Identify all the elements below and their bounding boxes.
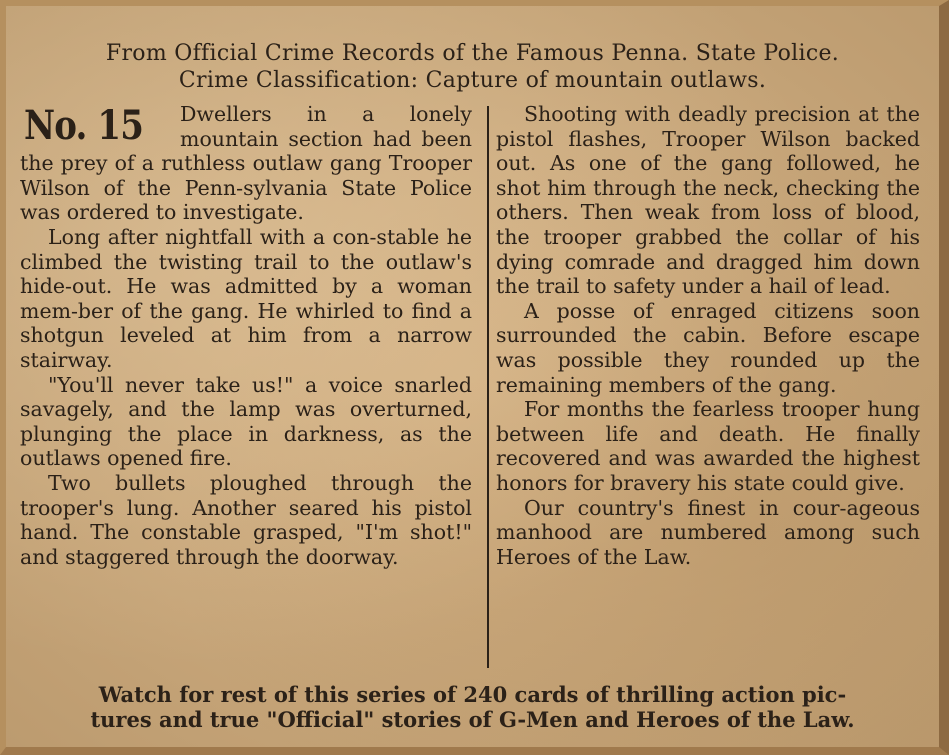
story-paragraph-2: Long after nightfall with a con-stable he climbed the twisting trail to the outlaw's hide-out. He was admitted by a woman mem-ber of the gang. He whirled to find a shotgun leveled at him from a narrow stairway. <box>20 224 472 372</box>
story-paragraph-8: Our country's finest in cour-ageous manhood are numbered among such Heroes of the Law. <box>496 495 920 569</box>
card-footer <box>6 682 939 732</box>
card-header <box>6 40 939 94</box>
footer-line-2: tures and true "Official" stories of G-Men and Heroes of the Law. <box>90 707 855 732</box>
story-paragraph-1: Dwellers in a lonely mountain section had been the prey of a ruthless outlaw gang Trooper Wilson of the Penn-sylvania State Police was ordered to investigate. <box>20 102 472 225</box>
header-classification-line: Crime Classification: Capture of mountain outlaws. <box>178 68 767 93</box>
column-divider <box>487 106 489 668</box>
story-paragraph-4: Two bullets ploughed through the trooper's lung. Another seared his pistol hand. The constable grasped, "I'm shot!" and staggered through the doorway. <box>20 470 472 569</box>
story-paragraph-6: A posse of enraged citizens soon surrounded the cabin. Before escape was possible they rounded up the remaining members of the gang. <box>496 298 920 397</box>
story-paragraph-5: Shooting with deadly precision at the pistol flashes, Trooper Wilson backed out. As one of the gang followed, he shot him through the neck, checking the others. Then weak from loss of blood, the trooper grabbed the collar of his dying comrade and dragged him down the trail to safety under a hail of lead. <box>496 102 920 299</box>
card-number: No. 15 <box>24 102 144 149</box>
header-source-line: From Official Crime Records of the Famous Penna. State Police. <box>105 41 840 66</box>
right-column <box>496 102 920 569</box>
left-column <box>20 102 472 569</box>
footer-line-1: Watch for rest of this series of 240 cards of thrilling action pic- <box>98 682 847 707</box>
story-paragraph-7: For months the fearless trooper hung between life and death. He finally recovered and was awarded the highest honors for bravery his state could give. <box>496 397 920 495</box>
story-paragraph-3: "You'll never take us!" a voice snarled savagely, and the lamp was overturned, plunging the place in darkness, as the outlaws opened fire. <box>20 372 472 471</box>
